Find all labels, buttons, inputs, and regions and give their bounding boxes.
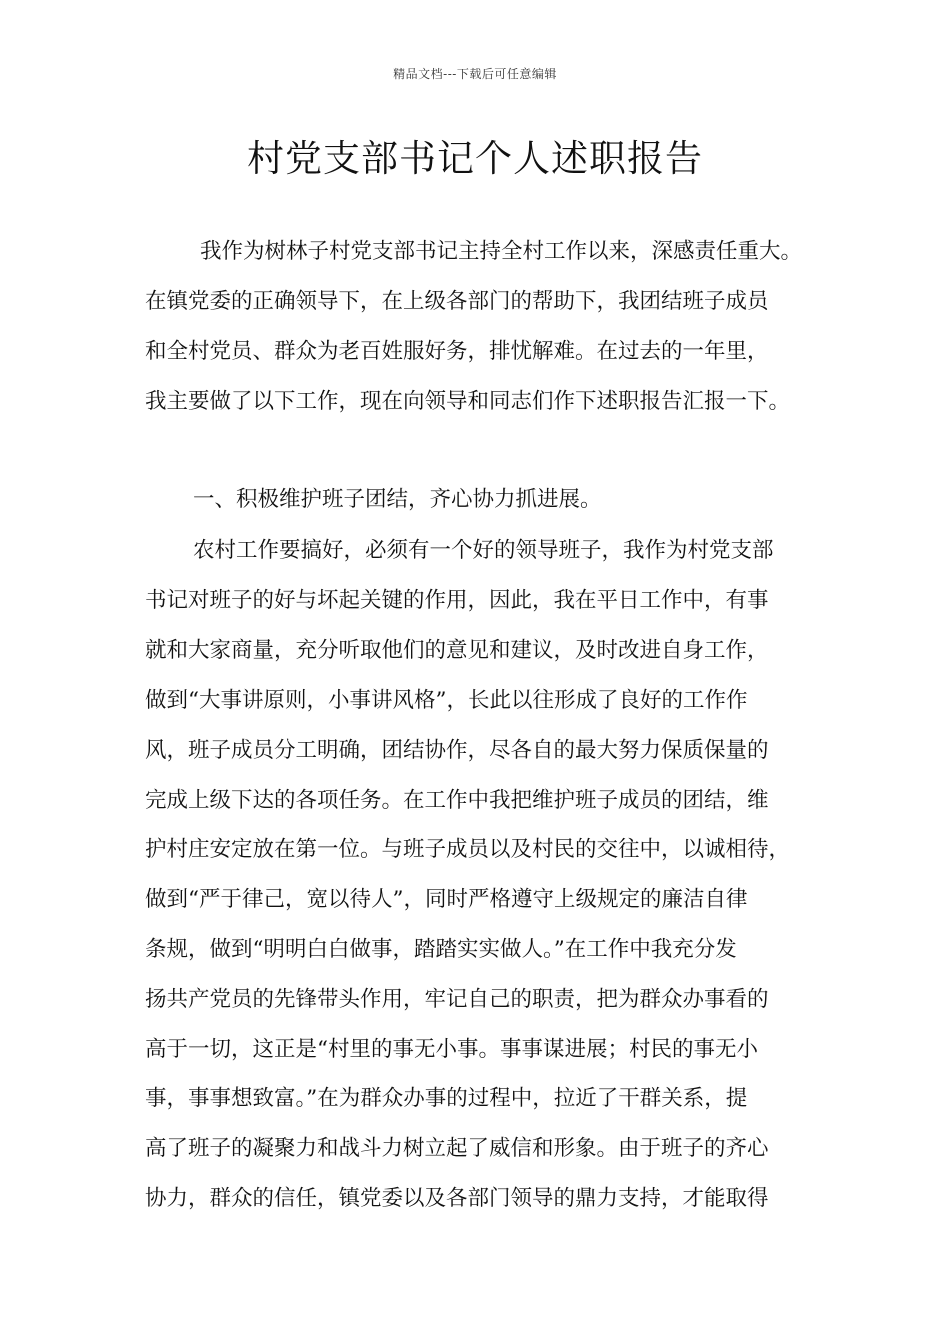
body-line: 扬共产党员的先锋带头作用，牢记自己的职责，把为群众办事看的 [145,987,769,1012]
body-line: 农村工作要搞好，必须有一个好的领导班子，我作为村党支部 [193,538,774,563]
body-line: 条规，做到“明明白白做事，踏踏实实做人。”在工作中我充分发 [145,937,737,962]
section-heading: 一、积极维护班子团结，齐心协力抓进展。 [193,487,602,512]
body-line: 完成上级下达的各项任务。在工作中我把维护班子成员的团结，维 [145,788,769,813]
body-line: 协力，群众的信任，镇党委以及各部门领导的鼎力支持，才能取得 [145,1186,769,1211]
document-title: 村党支部书记个人述职报告 [247,137,703,180]
body-line: 高于一切，这正是“村里的事无小事。事事谋进展；村民的事无小 [145,1037,758,1062]
body-line: 做到“严于律己，宽以待人”，同时严格遵守上级规定的廉洁自律 [145,887,748,912]
intro-line: 在镇党委的正确领导下，在上级各部门的帮助下，我团结班子成员 [145,289,769,314]
body-line: 事，事事想致富。”在为群众办事的过程中，拉近了干群关系，提 [145,1086,748,1111]
body-line: 做到“大事讲原则，小事讲风格”，长此以往形成了良好的工作作 [145,688,748,713]
intro-line: 我作为树林子村党支部书记主持全村工作以来，深感责任重大。 [200,239,803,264]
body-line: 书记对班子的好与坏起关键的作用，因此，我在平日工作中，有事 [145,588,769,613]
intro-line: 和全村党员、群众为老百姓服好务，排忧解难。在过去的一年里， [145,339,769,364]
body-line: 就和大家商量，充分听取他们的意见和建议，及时改进自身工作， [145,638,769,663]
body-line: 高了班子的凝聚力和战斗力树立起了威信和形象。由于班子的齐心 [145,1136,769,1161]
body-line: 风，班子成员分工明确，团结协作，尽各自的最大努力保质保量的 [145,738,769,763]
header-note: 精品文档---下载后可任意编辑 [393,67,557,81]
body-line: 护村庄安定放在第一位。与班子成员以及村民的交往中，以诚相待， [145,837,791,862]
intro-line: 我主要做了以下工作，现在向领导和同志们作下述职报告汇报一下。 [145,389,791,414]
